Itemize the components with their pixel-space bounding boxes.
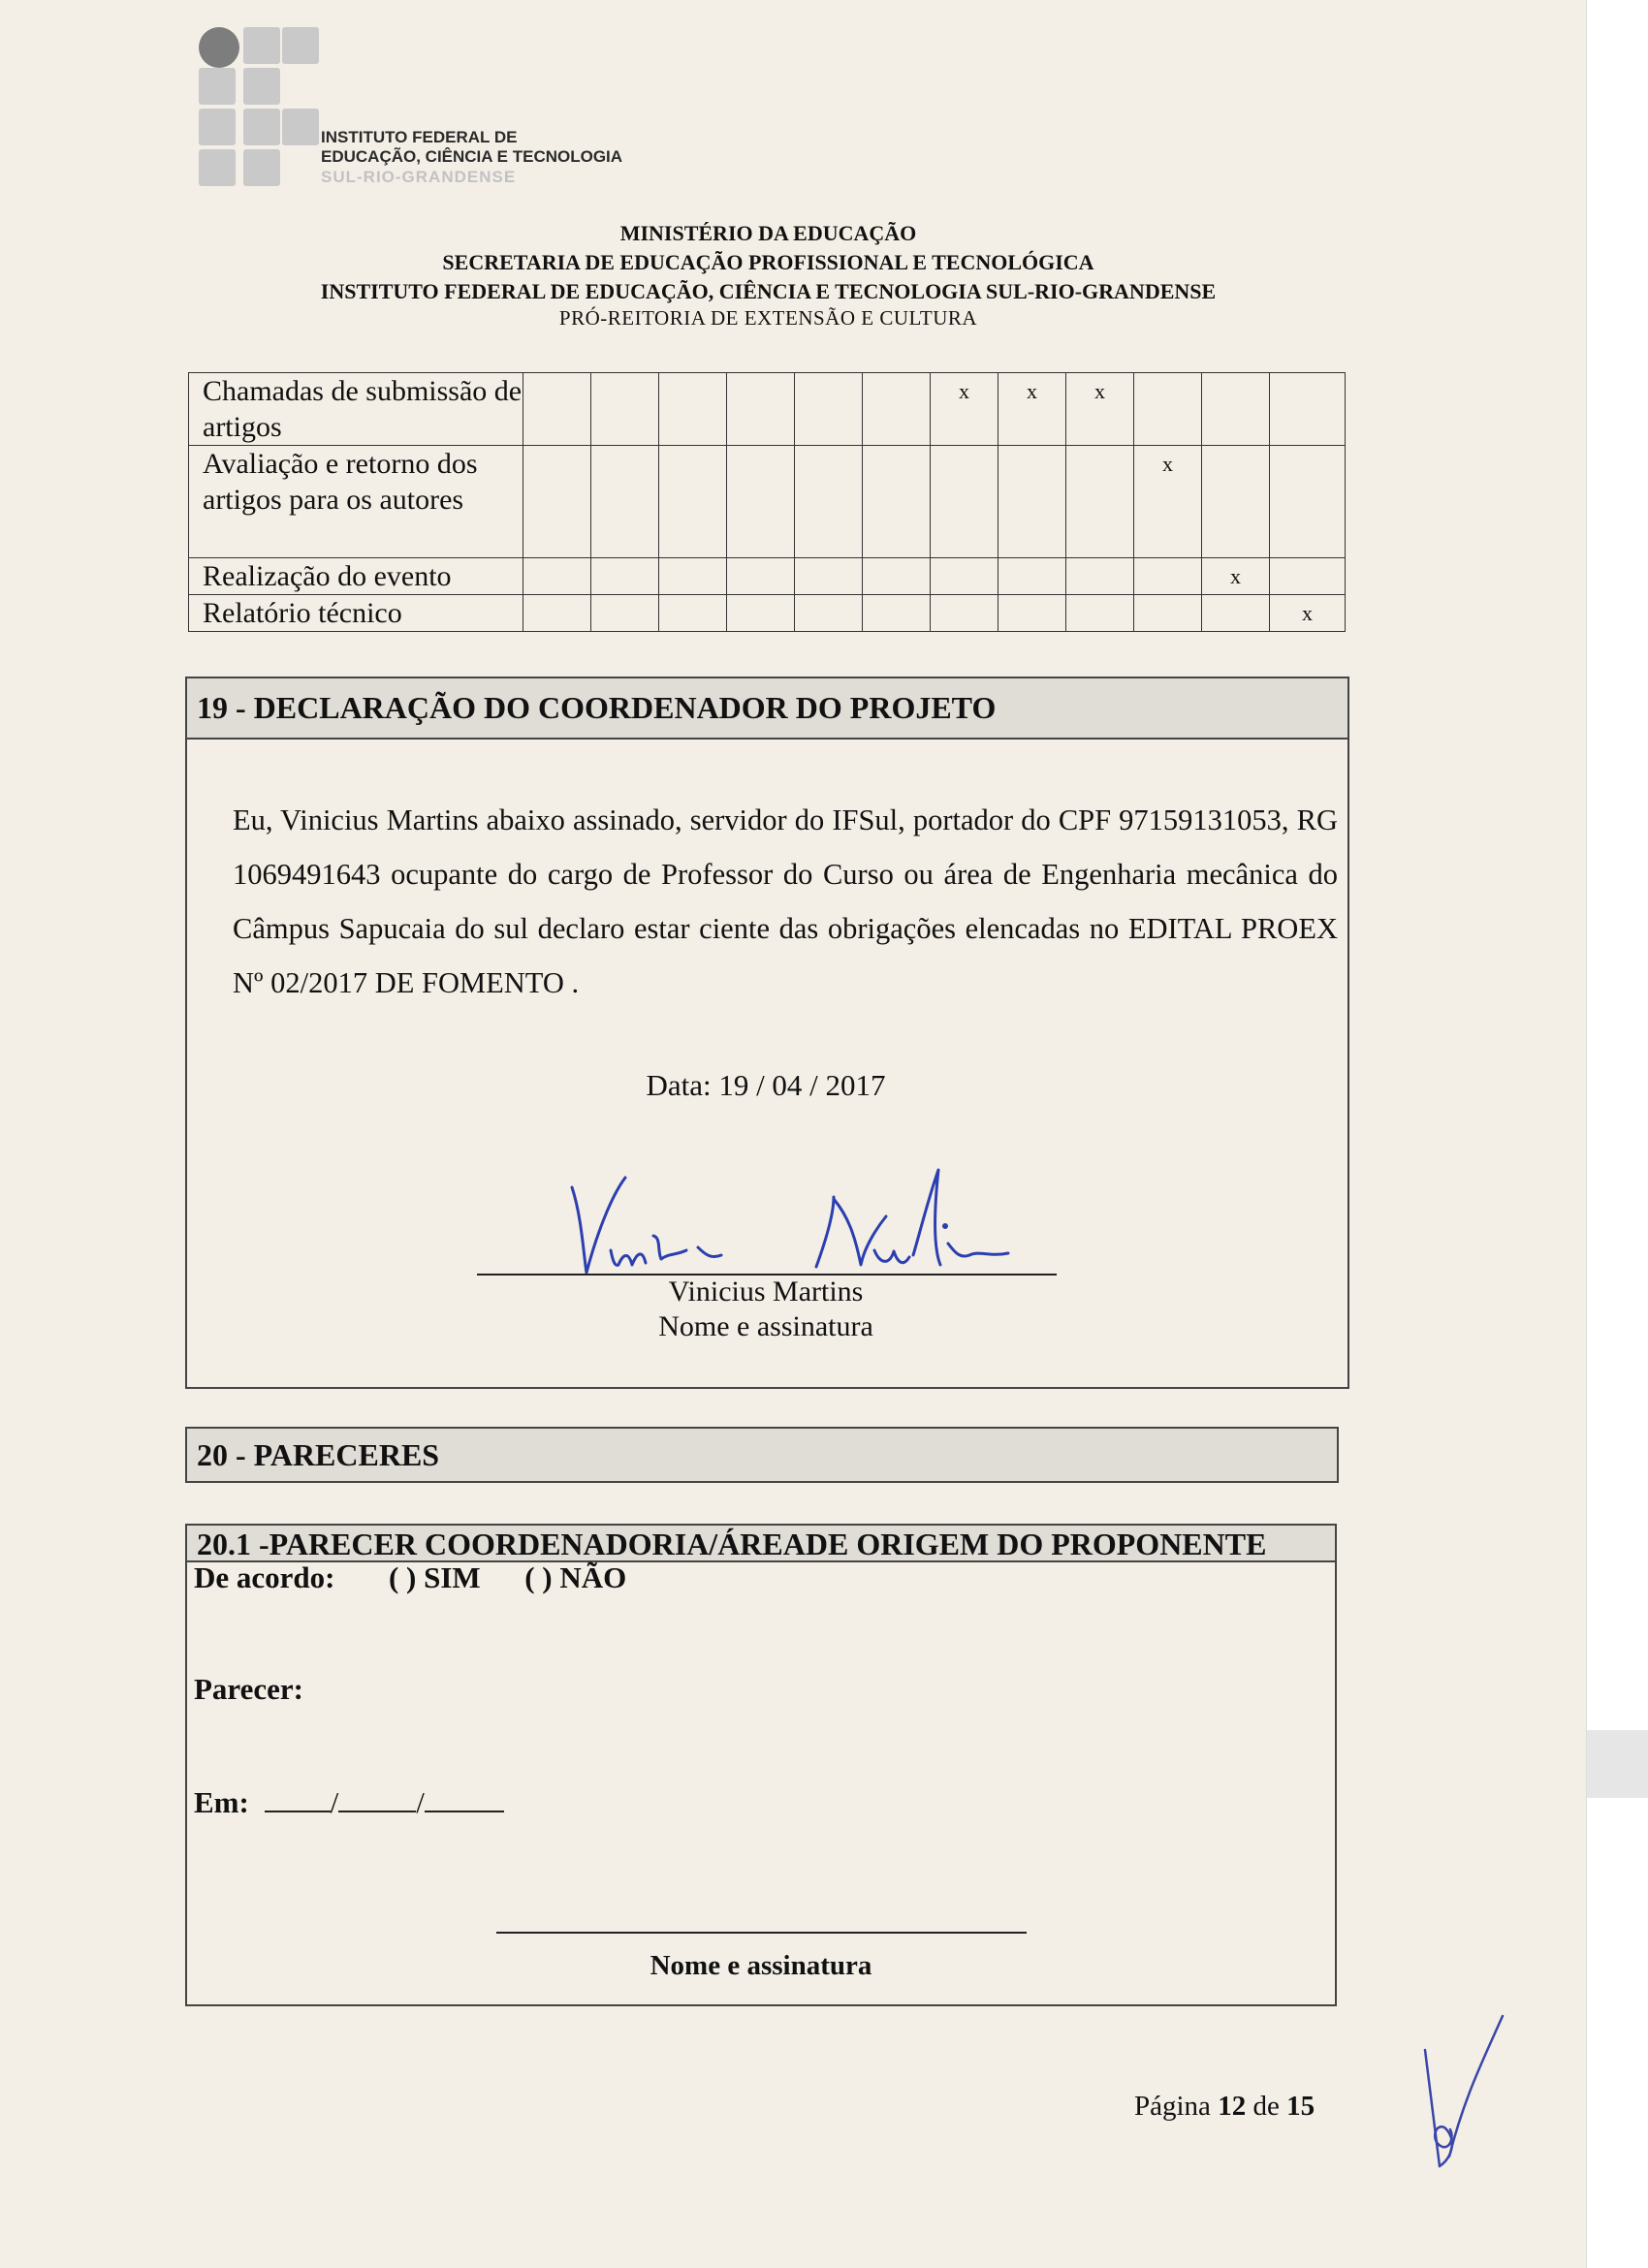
declaration-text xyxy=(233,793,1338,1010)
section-20-header xyxy=(185,1427,1339,1483)
opinion-sign-caption: Nome e assinatura xyxy=(650,1950,872,1981)
schedule-mark-cell xyxy=(1134,595,1202,632)
schedule-mark-cell: x xyxy=(1134,446,1202,558)
schedule-mark-cell xyxy=(591,595,659,632)
schedule-mark-cell: x xyxy=(998,373,1066,446)
schedule-mark-cell xyxy=(591,446,659,558)
schedule-mark-cell xyxy=(1270,446,1346,558)
logo-circle xyxy=(199,27,239,68)
schedule-mark-cell xyxy=(659,558,727,595)
initials-mark xyxy=(1386,2011,1512,2176)
schedule-mark-cell xyxy=(1134,373,1202,446)
schedule-mark-cell xyxy=(1066,446,1134,558)
option-yes[interactable]: ( ) SIM xyxy=(388,1560,481,1594)
schedule-mark-cell xyxy=(931,558,998,595)
institution-logo xyxy=(199,27,664,192)
schedule-mark-cell xyxy=(591,373,659,446)
logo-line-2: EDUCAÇÃO, CIÊNCIA E TECNOLOGIA xyxy=(321,147,623,166)
declaration-date: Data: 19 / 04 / 2017 xyxy=(646,1068,886,1102)
header-ministry: MINISTÉRIO DA EDUCAÇÃO xyxy=(619,221,917,245)
declaration-paragraph: Eu, Vinicius Martins abaixo assinado, servidor do IFSul, portador do CPF 97159131053, RG 1069491643 ocupante do cargo de Professor do Curso ou área de Engenharia mecânica do Câmpus Sapucaia do sul declaro estar ciente das obrigações elencadas no EDITAL PROEX Nº 02/2017 DE FOMENTO . xyxy=(233,803,1338,999)
schedule-mark-cell: x xyxy=(1202,558,1270,595)
agree-label: De acordo: xyxy=(194,1560,335,1594)
coordinator-signature xyxy=(553,1158,1018,1284)
date-day-blank[interactable] xyxy=(265,1787,331,1812)
schedule-mark-cell xyxy=(523,446,591,558)
schedule-mark-cell xyxy=(863,446,931,558)
schedule-activity: Relatório técnico xyxy=(189,595,523,632)
header-pro-rectory: PRÓ-REITORIA DE EXTENSÃO E CULTURA xyxy=(558,306,978,330)
schedule-mark-cell xyxy=(1202,595,1270,632)
schedule-mark-cell xyxy=(1202,446,1270,558)
schedule-row xyxy=(189,595,1346,632)
schedule-activity: Realização do evento xyxy=(189,558,523,595)
schedule-activity: Chamadas de submissão de artigos xyxy=(189,373,523,446)
date-row: Em: / / xyxy=(194,1785,504,1820)
page-total: 15 xyxy=(1286,2091,1315,2122)
logo-line-1: INSTITUTO FEDERAL DE xyxy=(321,128,518,146)
date-year-blank[interactable] xyxy=(425,1787,504,1812)
schedule-mark-cell xyxy=(1066,595,1134,632)
schedule-mark-cell xyxy=(659,446,727,558)
opinion-label: Parecer: xyxy=(194,1672,303,1706)
schedule-mark-cell xyxy=(1270,558,1346,595)
page-of: de xyxy=(1252,2091,1280,2122)
agree-row xyxy=(194,1560,626,1595)
schedule-mark-cell xyxy=(523,595,591,632)
page-current: 12 xyxy=(1218,2091,1247,2122)
schedule-mark-cell xyxy=(863,595,931,632)
schedule-mark-cell xyxy=(1202,373,1270,446)
signer-caption: Nome e assinatura xyxy=(658,1310,873,1342)
schedule-activity: Avaliação e retorno dos artigos para os autores xyxy=(189,446,523,558)
schedule-mark-cell xyxy=(727,373,795,446)
schedule-row xyxy=(189,373,1346,446)
section-19-title: 19 - DECLARAÇÃO DO COORDENADOR DO PROJETO xyxy=(197,690,997,725)
schedule-row xyxy=(189,446,1346,558)
schedule-mark-cell xyxy=(931,595,998,632)
schedule-mark-cell xyxy=(523,373,591,446)
schedule-mark-cell xyxy=(1066,558,1134,595)
schedule-mark-cell xyxy=(727,446,795,558)
schedule-mark-cell xyxy=(998,595,1066,632)
page-prefix: Página xyxy=(1134,2091,1211,2122)
schedule-mark-cell: x xyxy=(1270,595,1346,632)
schedule-mark-cell xyxy=(795,558,863,595)
header-institute: INSTITUTO FEDERAL DE EDUCAÇÃO, CIÊNCIA E TECNOLOGIA SUL-RIO-GRANDENSE xyxy=(320,279,1217,303)
schedule-mark-cell xyxy=(795,446,863,558)
section-20-1-header xyxy=(185,1524,1337,1562)
schedule-mark-cell xyxy=(998,558,1066,595)
schedule-mark-cell xyxy=(1134,558,1202,595)
schedule-mark-cell xyxy=(795,595,863,632)
schedule-mark-cell xyxy=(523,558,591,595)
schedule-mark-cell xyxy=(659,373,727,446)
schedule-mark-cell xyxy=(591,558,659,595)
section-20-title: 20 - PARECERES xyxy=(197,1437,440,1472)
opinion-signature-line xyxy=(496,1932,1027,1934)
signer-name: Vinicius Martins xyxy=(668,1276,864,1307)
schedule-mark-cell: x xyxy=(931,373,998,446)
page-number xyxy=(1134,2091,1315,2123)
header-secretariat: SECRETARIA DE EDUCAÇÃO PROFISSIONAL E TECNOLÓGICA xyxy=(442,250,1094,274)
schedule-mark-cell xyxy=(727,558,795,595)
option-no[interactable]: ( ) NÃO xyxy=(524,1560,627,1594)
schedule-row xyxy=(189,558,1346,595)
schedule-mark-cell xyxy=(998,446,1066,558)
schedule-mark-cell xyxy=(795,373,863,446)
schedule-mark-cell: x xyxy=(1066,373,1134,446)
schedule-mark-cell xyxy=(727,595,795,632)
schedule-mark-cell xyxy=(1270,373,1346,446)
schedule-mark-cell xyxy=(863,558,931,595)
section-20-1-box xyxy=(185,1560,1337,2006)
schedule-mark-cell xyxy=(931,446,998,558)
section-20-1-title: 20.1 -PARECER COORDENADORIA/ÁREADE ORIGEM DO PROPONENTE xyxy=(197,1527,1267,1561)
section-19-header xyxy=(185,677,1349,740)
logo-line-3: SUL-RIO-GRANDENSE xyxy=(321,168,517,186)
date-label: Em: xyxy=(194,1785,249,1819)
schedule-mark-cell xyxy=(863,373,931,446)
page-edge xyxy=(1586,0,1648,2268)
date-month-blank[interactable] xyxy=(338,1787,416,1812)
schedule-mark-cell xyxy=(659,595,727,632)
schedule-table xyxy=(188,372,1346,632)
